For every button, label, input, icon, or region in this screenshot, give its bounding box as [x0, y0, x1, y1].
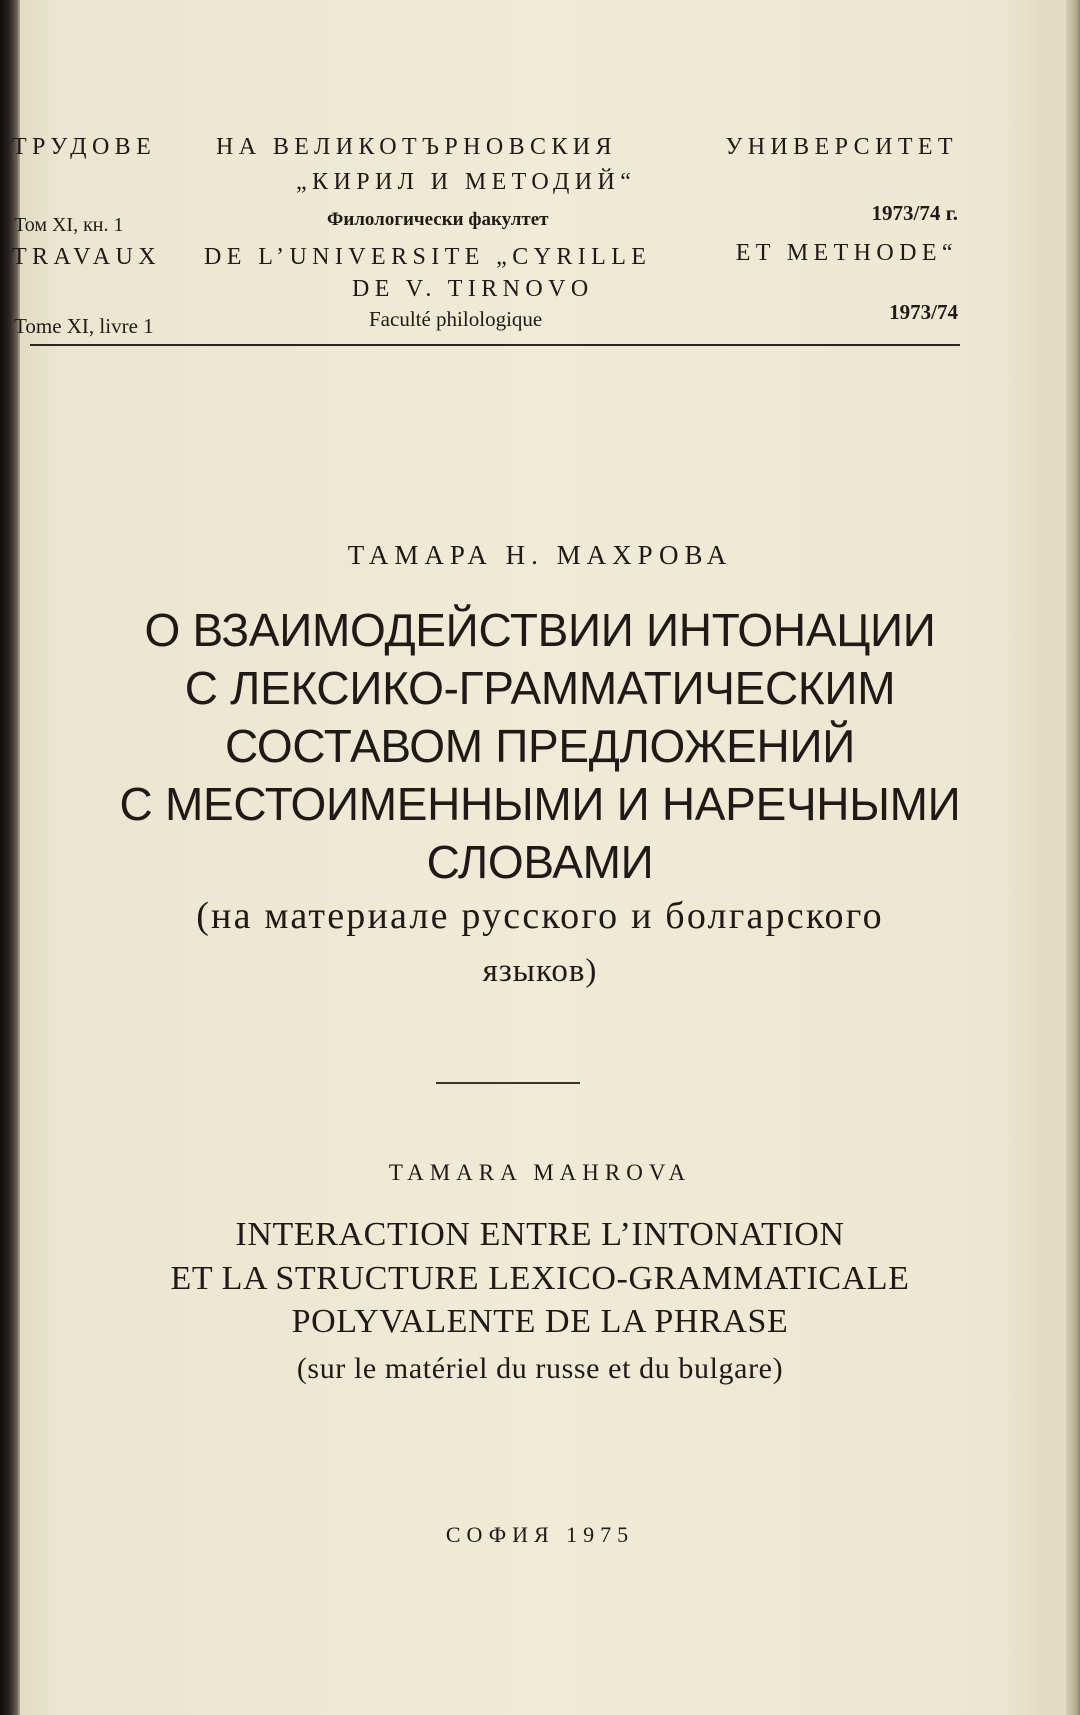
- french-subtitle: (sur le matériel du russe et du bulgare): [296, 1352, 784, 1385]
- russian-subtitle-line-1: (на материале русского и болгарского: [196, 895, 884, 937]
- author-name-french: TAMARA MAHROVA: [388, 1160, 692, 1185]
- header-bg-year: 1973/74 г.: [871, 201, 958, 225]
- header-bg-faculty: Филологически факултет: [327, 209, 549, 230]
- french-title-line-1: INTERACTION ENTRE L’INTONATION: [235, 1216, 845, 1253]
- header-bg-patron-names: „КИРИЛ И МЕТОДИЙ“: [296, 169, 637, 195]
- header-fr-university-patrons: ET METHODE“: [735, 240, 958, 266]
- header-fr-faculty: Faculté philologique: [369, 307, 543, 331]
- russian-title-line-2: С ЛЕКСИКО-ГРАММАТИЧЕСКИМ: [184, 662, 896, 714]
- header-bg-volume: Том XI, кн. 1: [14, 214, 124, 236]
- header-fr-volume: Tome XI, livre 1: [14, 314, 154, 338]
- header-fr-year: 1973/74: [889, 300, 958, 324]
- header-bg-university-name: НА ВЕЛИКОТЪРНОВСКИЯ: [216, 134, 617, 160]
- russian-title-line-5: СЛОВАМИ: [426, 836, 654, 888]
- imprint-place-year: СОФИЯ 1975: [445, 1522, 635, 1547]
- russian-title-line-4: С МЕСТОИМЕННЫМИ И НАРЕЧНЫМИ: [119, 778, 961, 830]
- header-divider-rule: [30, 344, 960, 346]
- header-bg-series-label: ТРУДОВЕ: [12, 134, 157, 160]
- french-title-line-2: ET LA STRUCTURE LEXICO-GRAMMATICALE: [170, 1260, 910, 1297]
- russian-title-line-1: О ВЗАИМОДЕЙСТВИИ ИНТОНАЦИИ: [144, 604, 936, 656]
- russian-subtitle-line-2: языков): [482, 953, 598, 989]
- french-title-line-3: POLYVALENTE DE LA PHRASE: [291, 1303, 789, 1340]
- header-fr-university-name: DE L’UNIVERSITE „CYRILLE: [204, 244, 652, 270]
- header-fr-city: DE V. TIRNOVO: [352, 276, 594, 302]
- section-separator: [436, 1082, 580, 1084]
- header-fr-series-label: TRAVAUX: [12, 244, 161, 270]
- author-name-russian: ТАМАРА Н. МАХРОВА: [347, 540, 733, 570]
- header-bg-university-word: УНИВЕРСИТЕТ: [725, 134, 958, 160]
- russian-title-line-3: СОСТАВОМ ПРЕДЛОЖЕНИЙ: [224, 720, 855, 772]
